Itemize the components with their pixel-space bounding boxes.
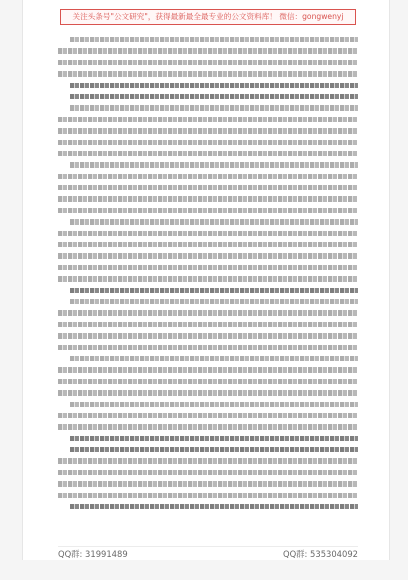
text-line: [58, 114, 358, 125]
text-line: [58, 490, 358, 501]
text-line: [58, 137, 358, 148]
text-line: [58, 250, 358, 261]
text-line: [70, 34, 358, 45]
text-line: [58, 45, 358, 56]
text-line: [58, 205, 358, 216]
text-line: [70, 296, 358, 307]
text-line: [58, 319, 358, 330]
text-line: [70, 91, 358, 102]
text-line: [58, 171, 358, 182]
text-line: [58, 364, 358, 375]
text-line: [58, 467, 358, 478]
text-line: [58, 182, 358, 193]
text-line: [70, 159, 358, 170]
text-line: [58, 342, 358, 353]
text-line: [58, 68, 358, 79]
text-line: [58, 421, 358, 432]
text-line: [58, 410, 358, 421]
text-line: [70, 102, 358, 113]
text-line: [70, 216, 358, 227]
text-line: [58, 478, 358, 489]
text-line: [58, 228, 358, 239]
text-line: [58, 262, 358, 273]
text-line: [70, 80, 358, 91]
text-line: [58, 148, 358, 159]
text-line: [58, 387, 358, 398]
text-line: [58, 330, 358, 341]
text-line: [58, 57, 358, 68]
qq-group-2: QQ群: 535304092: [283, 549, 358, 559]
qq-group-1: QQ群: 31991489: [58, 549, 128, 559]
text-line: [58, 455, 358, 466]
text-line: [70, 399, 358, 410]
text-line: [70, 433, 358, 444]
text-line: [58, 307, 358, 318]
text-line: [70, 501, 358, 512]
text-line: [70, 353, 358, 364]
text-line: [58, 239, 358, 250]
text-line: [70, 285, 358, 296]
page-footer: [58, 546, 358, 561]
promo-banner[interactable]: [60, 9, 356, 25]
text-line: [58, 376, 358, 387]
text-line: [58, 125, 358, 136]
text-line: [58, 193, 358, 204]
document-body-illegible: [58, 34, 358, 522]
text-line: [70, 444, 358, 455]
promo-banner-text: 关注头条号"公文研究"，获得最新最全最专业的公文资料库！ 微信：gongwenyj: [72, 12, 344, 21]
text-line: [58, 273, 358, 284]
